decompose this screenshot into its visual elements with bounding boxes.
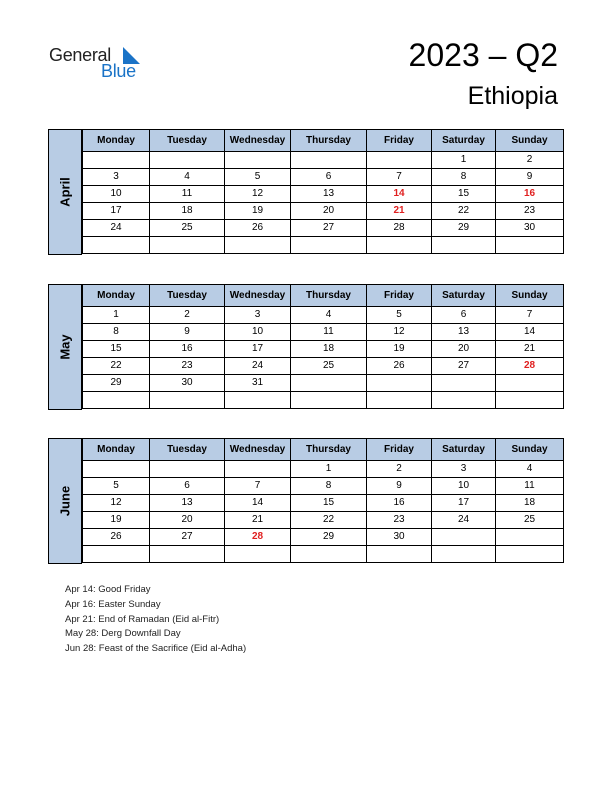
week-row <box>83 546 564 563</box>
day-cell: 18 <box>291 341 367 358</box>
day-cell: 13 <box>291 186 367 203</box>
day-cell: 5 <box>225 169 291 186</box>
day-cell: 23 <box>496 203 564 220</box>
day-cell <box>432 375 496 392</box>
week-row <box>83 220 564 237</box>
day-cell <box>291 152 367 169</box>
week-row <box>83 495 564 512</box>
day-cell <box>496 375 564 392</box>
day-cell: 10 <box>432 478 496 495</box>
day-cell: 17 <box>432 495 496 512</box>
weekday-header: Monday <box>83 130 150 152</box>
weekday-header: Saturday <box>432 130 496 152</box>
day-cell: 20 <box>291 203 367 220</box>
day-cell <box>367 375 432 392</box>
day-cell: 11 <box>150 186 225 203</box>
day-cell <box>291 237 367 254</box>
day-cell <box>291 375 367 392</box>
day-cell: 28 <box>225 529 291 546</box>
day-cell: 25 <box>150 220 225 237</box>
day-cell <box>496 237 564 254</box>
weekday-header: Monday <box>83 439 150 461</box>
day-cell: 21 <box>367 203 432 220</box>
week-row <box>83 324 564 341</box>
day-cell: 22 <box>83 358 150 375</box>
day-cell <box>150 546 225 563</box>
day-cell: 11 <box>291 324 367 341</box>
weekday-header: Friday <box>367 439 432 461</box>
day-cell: 23 <box>367 512 432 529</box>
week-row <box>83 392 564 409</box>
week-row <box>83 341 564 358</box>
month-label-column <box>48 438 82 564</box>
day-cell: 16 <box>367 495 432 512</box>
day-cell: 8 <box>432 169 496 186</box>
weekday-header: Wednesday <box>225 285 291 307</box>
day-cell <box>432 546 496 563</box>
day-cell: 12 <box>225 186 291 203</box>
week-row <box>83 478 564 495</box>
day-cell: 15 <box>432 186 496 203</box>
day-cell <box>367 237 432 254</box>
month-block-may <box>48 284 563 410</box>
weekday-header: Tuesday <box>150 285 225 307</box>
day-cell: 2 <box>150 307 225 324</box>
day-cell: 22 <box>432 203 496 220</box>
month-name: June <box>57 485 73 517</box>
weekday-header: Tuesday <box>150 130 225 152</box>
day-cell <box>432 237 496 254</box>
day-cell: 24 <box>83 220 150 237</box>
day-cell: 1 <box>291 461 367 478</box>
day-cell: 30 <box>496 220 564 237</box>
day-cell: 19 <box>367 341 432 358</box>
day-cell: 29 <box>291 529 367 546</box>
day-cell: 3 <box>432 461 496 478</box>
day-cell <box>225 152 291 169</box>
day-cell <box>225 392 291 409</box>
weekday-header: Wednesday <box>225 130 291 152</box>
day-cell: 19 <box>83 512 150 529</box>
day-cell: 27 <box>150 529 225 546</box>
day-cell: 11 <box>496 478 564 495</box>
weekday-header: Sunday <box>496 439 564 461</box>
day-cell: 5 <box>367 307 432 324</box>
day-cell: 4 <box>150 169 225 186</box>
holiday-note: Apr 21: End of Ramadan (Eid al-Fitr) <box>65 613 220 625</box>
day-cell: 22 <box>291 512 367 529</box>
month-name: May <box>57 334 73 360</box>
weekday-header: Wednesday <box>225 439 291 461</box>
month-block-june <box>48 438 563 564</box>
day-cell: 1 <box>432 152 496 169</box>
day-cell <box>432 529 496 546</box>
day-cell <box>150 152 225 169</box>
day-cell: 3 <box>225 307 291 324</box>
day-cell: 6 <box>150 478 225 495</box>
weekday-header: Thursday <box>291 439 367 461</box>
weekday-header: Thursday <box>291 285 367 307</box>
week-row <box>83 375 564 392</box>
day-cell: 28 <box>496 358 564 375</box>
holiday-note: Jun 28: Feast of the Sacrifice (Eid al-Adha) <box>65 643 247 655</box>
day-cell: 9 <box>367 478 432 495</box>
weekday-header: Saturday <box>432 285 496 307</box>
day-cell: 15 <box>291 495 367 512</box>
month-name: April <box>57 177 73 207</box>
day-cell <box>83 461 150 478</box>
day-cell: 21 <box>225 512 291 529</box>
day-cell: 14 <box>496 324 564 341</box>
weekday-header: Friday <box>367 285 432 307</box>
day-cell: 4 <box>496 461 564 478</box>
day-cell <box>291 546 367 563</box>
weekday-header: Sunday <box>496 130 564 152</box>
day-cell: 24 <box>225 358 291 375</box>
month-block-april <box>48 129 563 255</box>
weekday-header: Thursday <box>291 130 367 152</box>
holiday-note: Apr 14: Good Friday <box>65 584 151 595</box>
month-grid <box>82 129 564 254</box>
day-cell <box>150 392 225 409</box>
day-cell: 30 <box>367 529 432 546</box>
holiday-note: May 28: Derg Downfall Day <box>65 628 181 640</box>
weekday-header: Saturday <box>432 439 496 461</box>
logo-blue-text: Blue <box>101 61 136 81</box>
day-cell <box>367 392 432 409</box>
page-title: 2023 – Q2 <box>408 37 558 73</box>
day-cell: 19 <box>225 203 291 220</box>
day-cell <box>496 529 564 546</box>
day-cell <box>225 237 291 254</box>
day-cell <box>496 546 564 563</box>
day-cell: 9 <box>150 324 225 341</box>
week-row <box>83 529 564 546</box>
day-cell: 8 <box>291 478 367 495</box>
day-cell: 7 <box>225 478 291 495</box>
day-cell: 26 <box>83 529 150 546</box>
day-cell: 31 <box>225 375 291 392</box>
day-cell <box>225 461 291 478</box>
day-cell: 25 <box>291 358 367 375</box>
holiday-notes <box>65 583 246 657</box>
day-cell <box>83 546 150 563</box>
day-cell <box>83 237 150 254</box>
day-cell: 13 <box>432 324 496 341</box>
month-grid <box>82 438 564 563</box>
day-cell: 27 <box>432 358 496 375</box>
day-cell: 7 <box>496 307 564 324</box>
day-cell <box>367 152 432 169</box>
day-cell: 9 <box>496 169 564 186</box>
weekday-header-row <box>83 130 564 152</box>
day-cell: 20 <box>150 512 225 529</box>
day-cell: 1 <box>83 307 150 324</box>
day-cell: 17 <box>225 341 291 358</box>
month-grid <box>82 284 564 409</box>
day-cell: 27 <box>291 220 367 237</box>
day-cell: 18 <box>150 203 225 220</box>
week-row <box>83 152 564 169</box>
month-label-column <box>48 129 82 255</box>
day-cell: 26 <box>225 220 291 237</box>
day-cell: 12 <box>83 495 150 512</box>
day-cell: 21 <box>496 341 564 358</box>
day-cell: 3 <box>83 169 150 186</box>
day-cell: 15 <box>83 341 150 358</box>
week-row <box>83 203 564 220</box>
day-cell: 10 <box>225 324 291 341</box>
week-row <box>83 307 564 324</box>
weekday-header-row <box>83 285 564 307</box>
day-cell: 4 <box>291 307 367 324</box>
day-cell <box>83 392 150 409</box>
week-row <box>83 169 564 186</box>
week-row <box>83 358 564 375</box>
week-row <box>83 186 564 203</box>
day-cell: 20 <box>432 341 496 358</box>
day-cell: 2 <box>496 152 564 169</box>
day-cell: 17 <box>83 203 150 220</box>
day-cell: 30 <box>150 375 225 392</box>
day-cell: 29 <box>432 220 496 237</box>
day-cell: 8 <box>83 324 150 341</box>
month-label-column <box>48 284 82 410</box>
day-cell: 23 <box>150 358 225 375</box>
day-cell: 18 <box>496 495 564 512</box>
country-name: Ethiopia <box>467 82 558 110</box>
day-cell: 6 <box>291 169 367 186</box>
weekday-header: Monday <box>83 285 150 307</box>
week-row <box>83 461 564 478</box>
day-cell: 5 <box>83 478 150 495</box>
day-cell <box>291 392 367 409</box>
day-cell: 29 <box>83 375 150 392</box>
day-cell <box>432 392 496 409</box>
day-cell: 6 <box>432 307 496 324</box>
day-cell: 10 <box>83 186 150 203</box>
week-row <box>83 512 564 529</box>
day-cell <box>83 152 150 169</box>
weekday-header: Sunday <box>496 285 564 307</box>
day-cell: 7 <box>367 169 432 186</box>
weekday-header: Tuesday <box>150 439 225 461</box>
logo-general-text: General <box>49 45 111 65</box>
day-cell: 24 <box>432 512 496 529</box>
holiday-note: Apr 16: Easter Sunday <box>65 598 161 610</box>
weekday-header-row <box>83 439 564 461</box>
day-cell <box>150 237 225 254</box>
day-cell: 25 <box>496 512 564 529</box>
logo <box>49 44 149 84</box>
day-cell: 13 <box>150 495 225 512</box>
day-cell: 14 <box>225 495 291 512</box>
day-cell <box>225 546 291 563</box>
day-cell: 16 <box>496 186 564 203</box>
day-cell: 16 <box>150 341 225 358</box>
day-cell: 2 <box>367 461 432 478</box>
day-cell <box>496 392 564 409</box>
day-cell: 14 <box>367 186 432 203</box>
weekday-header: Friday <box>367 130 432 152</box>
day-cell: 28 <box>367 220 432 237</box>
day-cell: 12 <box>367 324 432 341</box>
day-cell <box>150 461 225 478</box>
day-cell <box>367 546 432 563</box>
day-cell: 26 <box>367 358 432 375</box>
week-row <box>83 237 564 254</box>
